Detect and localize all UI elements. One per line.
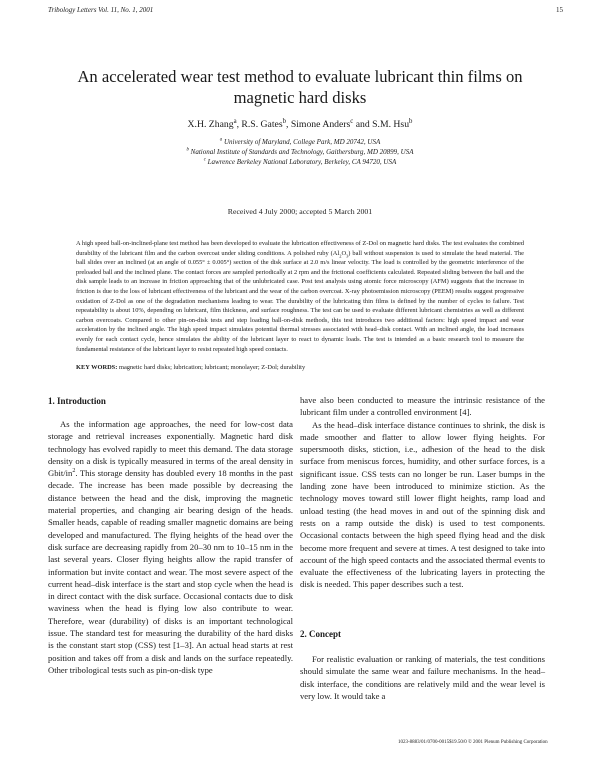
paper-title: An accelerated wear test method to evaluate lubricant thin films on magnetic hard disks: [77, 67, 523, 107]
author-name: X.H. Zhang: [187, 119, 234, 130]
paragraph: [48, 418, 293, 676]
abstract-chem: O: [341, 249, 347, 257]
author-list: [60, 119, 540, 130]
author-name: S.M. Hsu: [372, 119, 410, 130]
left-column: [48, 418, 293, 676]
section-heading-introduction: 1. Introduction: [48, 396, 106, 406]
page-number: 15: [556, 6, 563, 14]
affiliation-text: Lawrence Berkeley National Laboratory, Berkeley, CA 94720, USA: [207, 158, 397, 166]
affiliation: [60, 158, 540, 166]
author-affiliation-mark: b: [409, 117, 413, 125]
received-dates: Received 4 July 2000; accepted 5 March 2001: [227, 207, 373, 216]
affiliation-mark: c: [203, 157, 206, 163]
abstract-text: ) ball without suspension is used to simulate the head material. The ball slides over an inclined (at an angle of 0.055° ± 0.005°) section of the disk surface at 2.0 m/s linear velocity. The load is controlled by the geometric interference of the preloaded ball and the inclined plane. The contact forces are sampled periodically at 2 rpm and the frictional coefficients calculated. Repeated sliding between the ball and the disk sample leads to an increase in friction approaching that of the unlubricated case. Post test analysis using atomic force microscopy (AFM) suggests that the increase in friction is due to the loss of lubricant effectiveness of the lubricant and the wear of the carbon overcoat. X-ray photoemission microscopy (PEEM) results suggest progressive oxidation of Z-Dol as one of the degradation mechanisms leading to wear. The durability of the lubricating thin films is defined by the number of cycles to failure. Test repeatability is about 10%, depending on lubricant, film thickness, and surface roughness. The test can be used to evaluate different lubricant chemistries as well as different carbon overcoats. Compared to other pin-on-disk tests and step loading ball-on-disk methods, this test introduces two additional factors: high speed impact and wear acceleration by the inclined angle. The high speed impact simulates potential thermal stresses associated with head–disk contact. With an inclined angle, the load increases evenly for each contact cycle, hence simulates the ability of the lubricant layer to react to dynamic loads. The test is intended as a basic research tool to measure the fundamental resistance of the lubricant layer to resist repeated high speed contacts.: [76, 249, 525, 353]
affiliation: [60, 148, 540, 156]
affiliation: [60, 138, 540, 146]
right-column: [300, 394, 545, 591]
author-name: Simone Anders: [290, 119, 351, 130]
author-separator: and: [353, 119, 373, 130]
author-affiliation-mark: c: [350, 117, 354, 125]
paragraph: As the head–disk interface distance continues to shrink, the disk is made smoother and flatter to allow lower flying heights. For supersmooth disks, stiction, i.e., adhesion of the head to the disk surface from meniscus forces, humidity, and other surface forces, is a significant issue. CSS tests can no longer be run. Laser bumps in the landing zone have been introduced to minimize stiction. As the technology moves toward still lower flight heights, ramp load and unload testing (the head moves in and out of the spinning disk and rests on a ramp outside the disk) is used to test components. Occasional contacts between the high speed flying head and the disk become more frequent and severe at times. A test designed to take into account of the high speed contacts and the associated thermal events to evaluate the effectiveness of the lubricating layers in protecting the disk is needed. This paper describes such a test.: [300, 419, 545, 590]
paragraph: have also been conducted to measure the intrinsic resistance of the lubricant film under a controlled environment [4].: [300, 395, 545, 418]
copyright-footer: 1023-8883/01/0700-0015$19.50/0 © 2001 Plenum Publishing Corporation: [398, 740, 548, 745]
paragraph-text: As the information age approaches, the need for low-cost data storage and retrieval increases exponentially. Magnetic hard disk technology has evolved rapidly to meet this demand. The data storage density on a disk is typically measured in terms of the areal density in Gbit/in: [48, 419, 293, 479]
paragraph-text: . This storage density has doubled every 18 months in the past decade. The increase has been made possible by decreasing the distance between the head and the disk, improving the magnetic material properties, and changing air bearing design of the heads. Smaller heads, capable of reading smaller magnetic domains are being developed and manufactured. The flying heights of the head over the disk surface are decreasing rapidly from 20–30 nm to 10–15 nm in the last several years. Closer flying heights allow the rapid transfer of information but invite contact and wear. The most severe aspect of the current head–disk interface is the start and stop cycle when the head is in direct contact with the disk surface. Occasional contacts due to disk waviness when the head is flying low also contribute to wear. Therefore, wear (durability) of disks is an important technological issue. The standard test for measuring the durability of the hard disks is the constant start stop (CSS) test [1–3]. An actual head starts at rest position and takes off from a disk and lands on the surface repeatedly. Other tribological tests such as pin-on-disk type: [48, 468, 293, 675]
concept-column: [300, 653, 545, 702]
author-separator: ,: [285, 119, 291, 130]
abstract-text: A high speed ball-on-inclined-plane test method has been developed to evaluate the lubrication effectiveness of Z-Dol on magnetic hard disks. The test evaluates the combined durability of the lubricant film and the carbon overcoat under sliding conditions. A polished ruby (: [76, 240, 524, 257]
paragraph: For realistic evaluation or ranking of materials, the test conditions should simulate the same wear and failure mechanisms. In the head–disk interface, the conditions are relatively mild and the wear level is very low. It would take a: [300, 654, 545, 701]
affiliation-text: National Institute of Standards and Technology, Gaithersburg, MD 20899, USA: [190, 148, 414, 156]
keywords: [76, 363, 524, 372]
keywords-text: magnetic hard disks; lubrication; lubricant; monolayer; Z-Dol; durability: [117, 364, 306, 371]
author-affiliation-mark: a: [233, 117, 237, 125]
superscript: 2: [72, 468, 76, 475]
abstract-chem: Al: [332, 249, 340, 257]
abstract-subscript: 3: [346, 252, 349, 258]
affiliation-mark: a: [219, 137, 223, 143]
author-name: R.S. Gates: [241, 119, 283, 130]
abstract-subscript: 2: [339, 252, 342, 258]
keywords-label: KEY WORDS:: [76, 364, 118, 371]
author-affiliation-mark: b: [282, 117, 286, 125]
journal-running-header: Tribology Letters Vol. 11, No. 1, 2001: [48, 6, 154, 14]
affiliation-mark: b: [186, 147, 189, 153]
section-heading-concept: 2. Concept: [300, 629, 341, 639]
affiliation-text: University of Maryland, College Park, MD 20742, USA: [223, 138, 381, 146]
author-separator: ,: [236, 119, 242, 130]
abstract: [76, 239, 524, 354]
